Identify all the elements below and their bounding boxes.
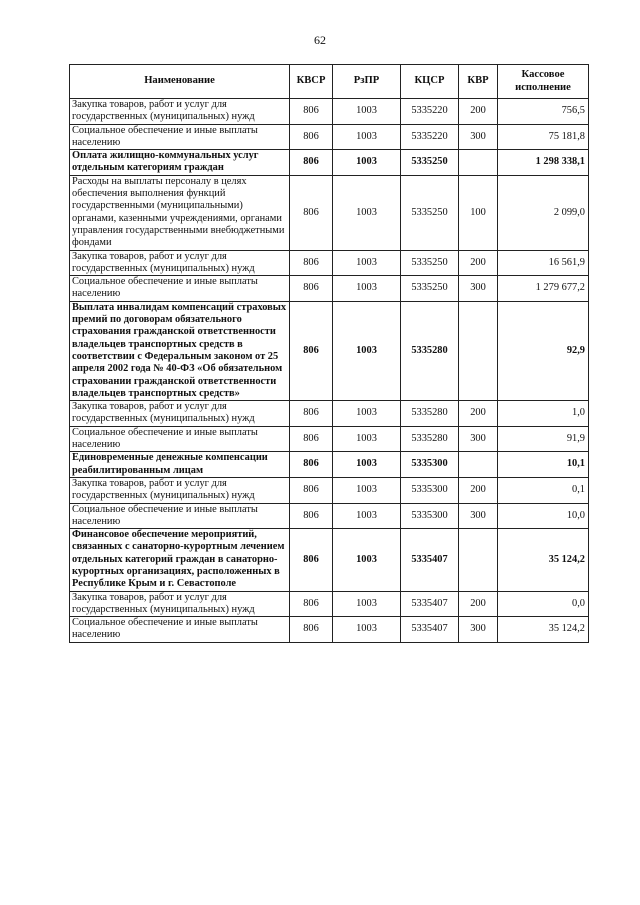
- cell-name: Закупка товаров, работ и услуг для государственных (муниципальных) нужд: [70, 401, 290, 427]
- cell-kcsr: 5335250: [401, 276, 459, 302]
- cell-rzpr: 1003: [333, 99, 401, 125]
- table-header-row: [70, 65, 589, 99]
- cell-sum: 91,9: [498, 426, 589, 452]
- table-row: [70, 250, 589, 276]
- cell-kvr: [459, 529, 498, 591]
- cell-kvr: 300: [459, 276, 498, 302]
- cell-sum: 0,1: [498, 477, 589, 503]
- table-row: [70, 401, 589, 427]
- table-row: [70, 591, 589, 617]
- table-row: [70, 426, 589, 452]
- cell-sum: 1,0: [498, 401, 589, 427]
- cell-rzpr: 1003: [333, 426, 401, 452]
- cell-kcsr: 5335280: [401, 301, 459, 400]
- table-row: [70, 175, 589, 250]
- cell-rzpr: 1003: [333, 175, 401, 250]
- cell-rzpr: 1003: [333, 617, 401, 643]
- cell-kvsr: 806: [290, 276, 333, 302]
- cell-kvsr: 806: [290, 250, 333, 276]
- cell-sum: 75 181,8: [498, 124, 589, 150]
- cell-kvr: 200: [459, 99, 498, 125]
- cell-sum: 1 298 338,1: [498, 150, 589, 176]
- cell-kcsr: 5335407: [401, 529, 459, 591]
- cell-name: Оплата жилищно-коммунальных услуг отдельным категориям граждан: [70, 150, 290, 176]
- cell-kcsr: 5335220: [401, 99, 459, 125]
- cell-kvr: 200: [459, 591, 498, 617]
- cell-name: Выплата инвалидам компенсаций страховых премий по договорам обязательного страхования гражданской ответственности владельцев транспортных средств в соответствии с Федеральным законом от 25 апреля 2002 года № 40-ФЗ «Об обязательном страховании гражданской ответственности владельцев транспортных средств»: [70, 301, 290, 400]
- cell-kvsr: 806: [290, 401, 333, 427]
- cell-name: Закупка товаров, работ и услуг для государственных (муниципальных) нужд: [70, 250, 290, 276]
- cell-sum: 1 279 677,2: [498, 276, 589, 302]
- cell-kvsr: 806: [290, 301, 333, 400]
- cell-kvr: 300: [459, 617, 498, 643]
- table-row: [70, 617, 589, 643]
- cell-kcsr: 5335300: [401, 477, 459, 503]
- cell-kvr: 200: [459, 401, 498, 427]
- table-row: [70, 452, 589, 478]
- cell-kvr: 100: [459, 175, 498, 250]
- header-kvsr: КВСР: [290, 65, 333, 99]
- cell-kvr: 300: [459, 426, 498, 452]
- cell-sum: 0,0: [498, 591, 589, 617]
- cell-kvr: [459, 301, 498, 400]
- cell-kvsr: 806: [290, 503, 333, 529]
- cell-kcsr: 5335280: [401, 401, 459, 427]
- table-body: [70, 99, 589, 643]
- table-row: [70, 503, 589, 529]
- cell-rzpr: 1003: [333, 276, 401, 302]
- cell-name: Расходы на выплаты персоналу в целях обеспечения выполнения функций государственными (муниципальными) органами, казенными учреждениями, органами управления государственными внебюджетными фондами: [70, 175, 290, 250]
- cell-rzpr: 1003: [333, 452, 401, 478]
- table-row: [70, 301, 589, 400]
- cell-name: Единовременные денежные компенсации реабилитированным лицам: [70, 452, 290, 478]
- cell-kcsr: 5335250: [401, 175, 459, 250]
- cell-kvsr: 806: [290, 150, 333, 176]
- table-row: [70, 529, 589, 591]
- header-name: Наименование: [70, 65, 290, 99]
- cell-sum: 16 561,9: [498, 250, 589, 276]
- cell-kvsr: 806: [290, 452, 333, 478]
- cell-rzpr: 1003: [333, 401, 401, 427]
- header-kcsr: КЦСР: [401, 65, 459, 99]
- cell-sum: 756,5: [498, 99, 589, 125]
- cell-sum: 92,9: [498, 301, 589, 400]
- cell-sum: 10,0: [498, 503, 589, 529]
- page-number: 62: [314, 33, 326, 47]
- cell-kvsr: 806: [290, 124, 333, 150]
- cell-kvsr: 806: [290, 175, 333, 250]
- cell-rzpr: 1003: [333, 301, 401, 400]
- cell-kcsr: 5335220: [401, 124, 459, 150]
- cell-kcsr: 5335300: [401, 452, 459, 478]
- cell-name: Финансовое обеспечение мероприятий, связанных с санаторно-курортным лечением отдельных категорий граждан в санаторно-курортных организациях, расположенных в Республике Крым и г. Севастополе: [70, 529, 290, 591]
- cell-name: Социальное обеспечение и иные выплаты населению: [70, 617, 290, 643]
- cell-name: Социальное обеспечение и иные выплаты населению: [70, 276, 290, 302]
- cell-kvsr: 806: [290, 617, 333, 643]
- cell-kvsr: 806: [290, 591, 333, 617]
- cell-kvr: [459, 452, 498, 478]
- cell-name: Социальное обеспечение и иные выплаты населению: [70, 426, 290, 452]
- cell-sum: 10,1: [498, 452, 589, 478]
- cell-rzpr: 1003: [333, 591, 401, 617]
- table-row: [70, 276, 589, 302]
- cell-kvr: 200: [459, 250, 498, 276]
- cell-kcsr: 5335250: [401, 250, 459, 276]
- cell-rzpr: 1003: [333, 250, 401, 276]
- header-sum: Кассовое исполнение: [498, 65, 589, 99]
- cell-name: Социальное обеспечение и иные выплаты населению: [70, 503, 290, 529]
- cell-rzpr: 1003: [333, 503, 401, 529]
- cell-kvr: [459, 150, 498, 176]
- table-row: [70, 477, 589, 503]
- table-row: [70, 150, 589, 176]
- cell-name: Закупка товаров, работ и услуг для государственных (муниципальных) нужд: [70, 477, 290, 503]
- cell-name: Закупка товаров, работ и услуг для государственных (муниципальных) нужд: [70, 99, 290, 125]
- cell-kcsr: 5335407: [401, 591, 459, 617]
- cell-kvr: 200: [459, 477, 498, 503]
- cell-rzpr: 1003: [333, 477, 401, 503]
- cell-kvr: 300: [459, 124, 498, 150]
- header-rzpr: РзПР: [333, 65, 401, 99]
- cell-kvsr: 806: [290, 529, 333, 591]
- table-row: [70, 99, 589, 125]
- cell-kvr: 300: [459, 503, 498, 529]
- cell-name: Социальное обеспечение и иные выплаты населению: [70, 124, 290, 150]
- cell-kvsr: 806: [290, 477, 333, 503]
- cell-kcsr: 5335280: [401, 426, 459, 452]
- cell-name: Закупка товаров, работ и услуг для государственных (муниципальных) нужд: [70, 591, 290, 617]
- table-row: [70, 124, 589, 150]
- cell-sum: 2 099,0: [498, 175, 589, 250]
- cell-kvsr: 806: [290, 99, 333, 125]
- cell-kcsr: 5335250: [401, 150, 459, 176]
- cell-sum: 35 124,2: [498, 529, 589, 591]
- cell-kvsr: 806: [290, 426, 333, 452]
- cell-rzpr: 1003: [333, 529, 401, 591]
- cell-kcsr: 5335407: [401, 617, 459, 643]
- cell-kcsr: 5335300: [401, 503, 459, 529]
- budget-table: [69, 64, 589, 643]
- cell-sum: 35 124,2: [498, 617, 589, 643]
- header-kvr: КВР: [459, 65, 498, 99]
- cell-rzpr: 1003: [333, 124, 401, 150]
- cell-rzpr: 1003: [333, 150, 401, 176]
